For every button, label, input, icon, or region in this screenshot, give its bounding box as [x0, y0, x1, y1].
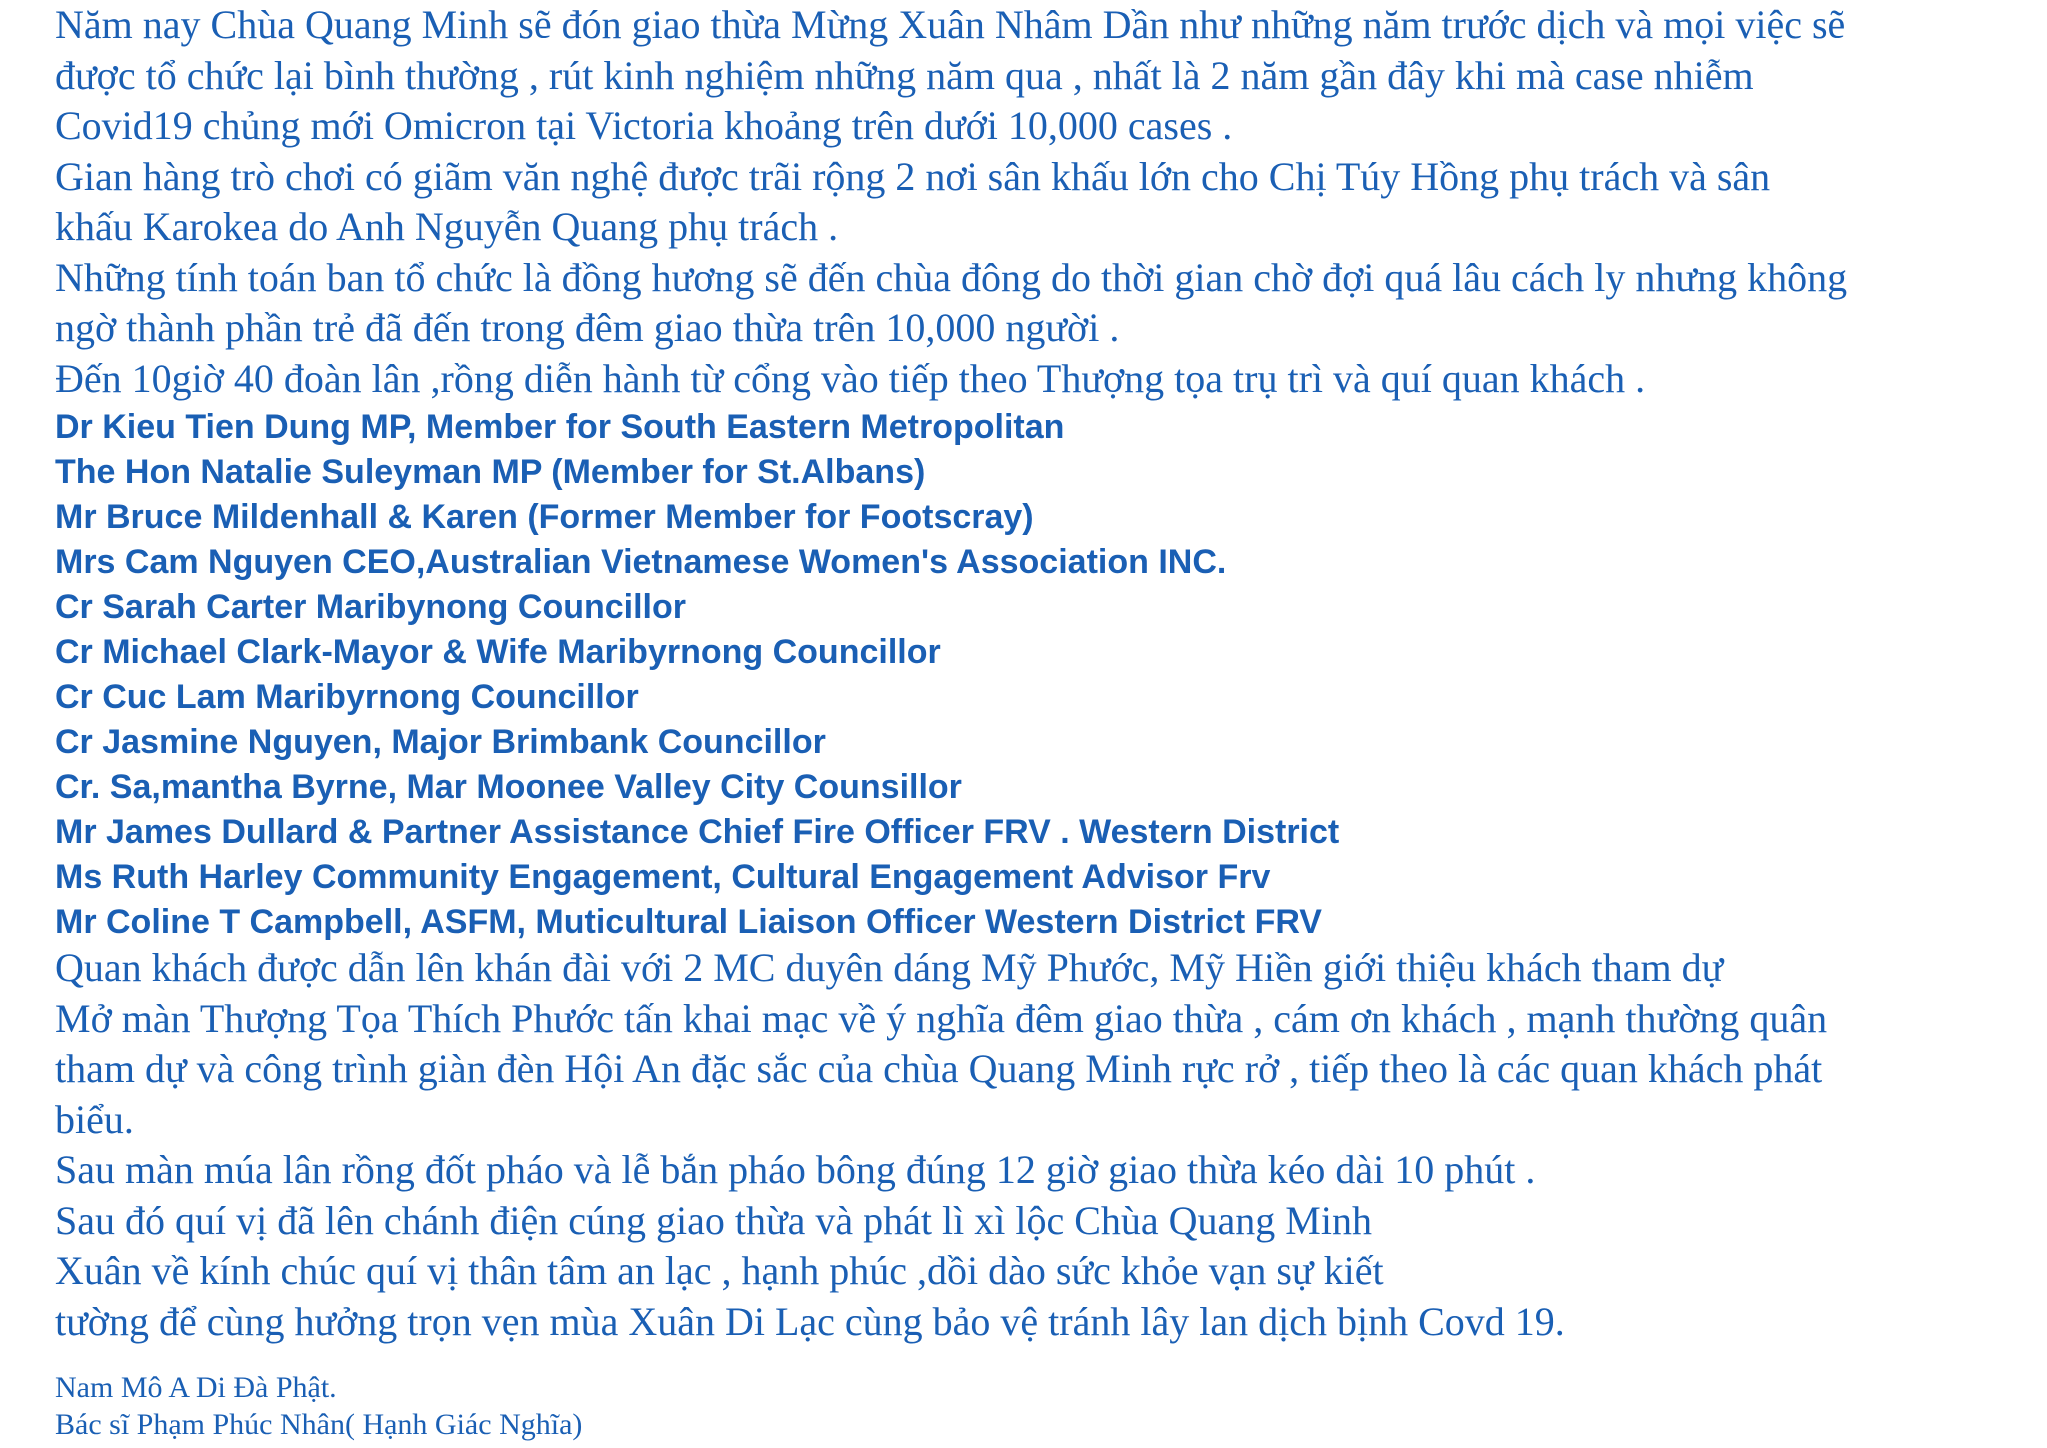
intro-line: ngờ thành phần trẻ đã đến trong đêm giao thừa trên 10,000 người . [55, 305, 1120, 350]
intro-line: Năm nay Chùa Quang Minh sẽ đón giao thừa Mừng Xuân Nhâm Dần như những năm trước dịch và mọi việc sẽ [55, 2, 1846, 47]
closing-line: Sau màn múa lân rồng đốt pháo và lễ bắn pháo bông đúng 12 giờ giao thừa kéo dài 10 phút . [55, 1147, 1536, 1192]
closing-line: Mở màn Thượng Tọa Thích Phước tấn khai mạc về ý nghĩa đêm giao thừa , cám ơn khách , mạnh thường quân [55, 995, 1828, 1041]
guest-item: Ms Ruth Harley Community Engagement, Cultural Engagement Advisor Frv [55, 858, 1271, 896]
intro-paragraphs [55, 0, 1847, 404]
closing-line: Xuân về kính chúc quí vị thân tâm an lạc , hạnh phúc ,dồi dào sức khỏe vạn sự kiết [55, 1248, 1384, 1293]
intro-line: Những tính toán ban tổ chức là đồng hương sẽ đến chùa đông do thời gian chờ đợi quá lâu cách ly nhưng không [55, 254, 1848, 300]
intro-line: khấu Karokea do Anh Nguyễn Quang phụ trách . [55, 204, 839, 249]
guest-item: Cr Jasmine Nguyen, Major Brimbank Councillor [55, 723, 826, 761]
guest-item: Cr Sarah Carter Maribynong Councillor [55, 588, 686, 626]
closing-line: Quan khách được dẫn lên khán đài với 2 MC duyên dáng Mỹ Phước, Mỹ Hiền giới thiệu khách tham dự [55, 945, 1724, 990]
signature [55, 1369, 582, 1443]
intro-line: Gian hàng trò chơi có giãm văn nghệ được trãi rộng 2 nơi sân khấu lớn cho Chị Túy Hồng phụ trách và sân [55, 153, 1771, 199]
guest-list [55, 405, 1339, 945]
guest-item: Mr James Dullard & Partner Assistance Chief Fire Officer FRV . Western District [55, 813, 1340, 851]
guest-item: Cr Michael Clark-Mayor & Wife Maribyrnong Councillor [55, 633, 941, 671]
guest-item: Cr Cuc Lam Maribyrnong Councillor [55, 678, 639, 716]
guest-item: Dr Kieu Tien Dung MP, Member for South Eastern Metropolitan [55, 408, 1065, 446]
closing-paragraphs [55, 943, 1827, 1347]
closing-line: Sau đó quí vị đã lên chánh điện cúng giao thừa và phát lì xì lộc Chùa Quang Minh [55, 1197, 1372, 1243]
guest-item: Mr Coline T Campbell, ASFM, Muticultural Liaison Officer Western District FRV [55, 903, 1322, 941]
author-signature: Bác sĩ Phạm Phúc Nhân( Hạnh Giác Nghĩa) [55, 1408, 583, 1441]
intro-line: Đến 10giờ 40 đoàn lân ,rồng diễn hành từ cổng vào tiếp theo Thượng tọa trụ trì và quí quan khách . [55, 355, 1646, 401]
guest-item: Mrs Cam Nguyen CEO,Australian Vietnamese Women's Association INC. [55, 543, 1227, 581]
guest-item: The Hon Natalie Suleyman MP (Member for St.Albans) [55, 453, 926, 491]
closing-prayer: Nam Mô A Di Đà Phật. [55, 1371, 337, 1404]
closing-line: tham dự và công trình giàn đèn Hội An đặc sắc của chùa Quang Minh rực rở , tiếp theo là các quan khách phát [55, 1046, 1823, 1091]
intro-line: Covid19 chủng mới Omicron tại Victoria khoảng trên dưới 10,000 cases . [55, 103, 1233, 148]
guest-item: Cr. Sa,mantha Byrne, Mar Moonee Valley City Counsillor [55, 768, 962, 806]
intro-line: được tổ chức lại bình thường , rút kinh nghiệm những năm qua , nhất là 2 năm gần đây khi mà case nhiễm [55, 52, 1754, 98]
closing-line: biểu. [55, 1096, 134, 1142]
closing-line: tường để cùng hưởng trọn vẹn mùa Xuân Di Lạc cùng bảo vệ tránh lây lan dịch bịnh Covd 19. [55, 1298, 1565, 1344]
guest-item: Mr Bruce Mildenhall & Karen (Former Member for Footscray) [55, 498, 1034, 536]
